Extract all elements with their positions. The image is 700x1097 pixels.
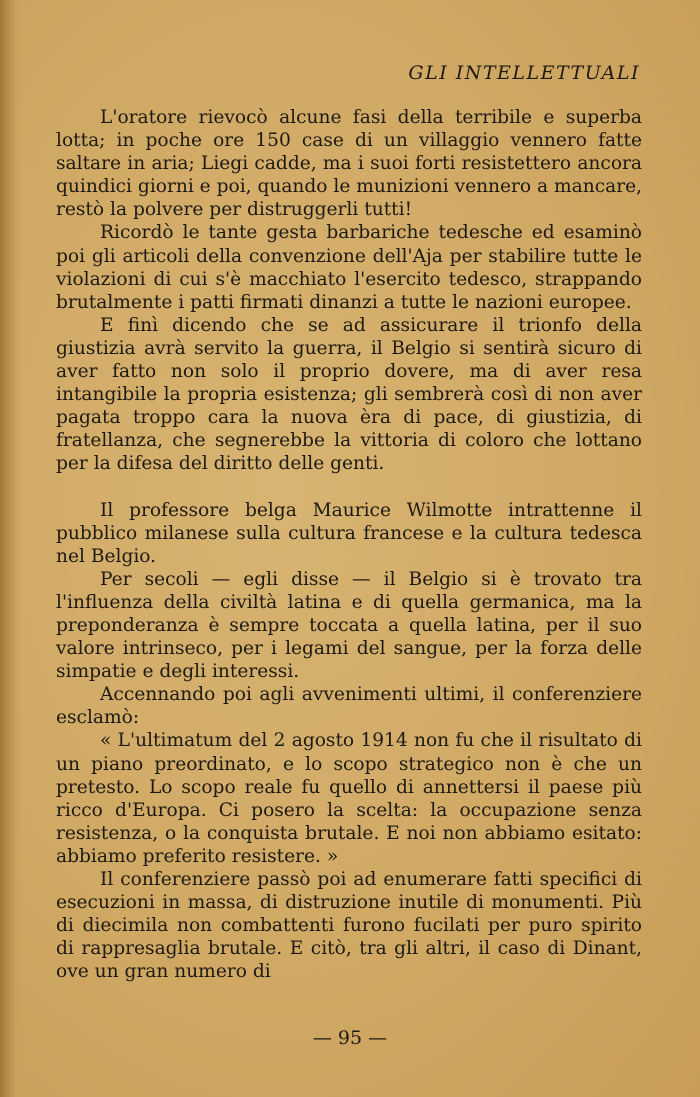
paragraph: Accennando poi agli avvenimenti ultimi, il conferenziere esclamò: <box>56 684 642 729</box>
paragraph: L'oratore rievocò alcune fasi della terribile e superba lotta; in poche ore 150 case di un villaggio vennero fatte saltare in aria; Liegi cadde, ma i suoi forti resistettero ancora quindici giorni e poi, quando le munizioni vennero a mancare, restò la polvere per distruggerli tutti! <box>56 107 643 221</box>
paragraph: E finì dicendo che se ad assicurare il trionfo della giustizia avrà servito la guerra, il Belgio si sentirà sicuro di aver fatto non solo il proprio dovere, ma di aver resa intangibile la propria esistenza; gli sembrerà così di non aver pagata troppo cara la nuova èra di pace, di giustizia, di fratellanza, che segnerebbe la vittoria di coloro che lottano per la difesa del diritto delle genti. <box>56 314 642 475</box>
paragraph: Per secoli — egli disse — il Belgio si è trovato tra l'influenza della civiltà latina e di quella germanica, ma la preponderanza è sempre toccata a quella latina, per il suo valore intrinseco, per i legami del sangue, per la forza delle simpatie e degli interessi. <box>56 568 642 683</box>
body-text <box>56 106 642 983</box>
running-head: GLI INTELLETTUALI <box>408 62 640 84</box>
paragraph: Il professore belga Maurice Wilmotte intrattenne il pubblico milanese sulla cultura francese e la cultura tedesca nel Belgio. <box>56 499 642 567</box>
page-number: — 95 — <box>312 1027 388 1049</box>
page-spine-shadow <box>0 0 22 1097</box>
paragraph: « L'ultimatum del 2 agosto 1914 non fu che il risultato di un piano preordinato, e lo scopo strategico non è che un pretesto. Lo scopo reale fu quello di annettersi il paese più ricco d'Europa. Ci posero la scelta: la occupazione senza resistenza, o la conquista brutale. E noi non abbiamo esitato: abbiamo preferito resistere. » <box>56 730 642 867</box>
paragraph: Il conferenziere passò poi ad enumerare fatti specifici di esecuzioni in massa, di distruzione inutile di monumenti. Più di diecimila non combattenti furono fucilati per puro spirito di rappresaglia brutale. E citò, tra gli altri, il caso di Dinant, ove un gran numero di <box>56 869 642 983</box>
paragraph: Ricordò le tante gesta barbariche tedesche ed esaminò poi gli articoli della convenzione dell'Aja per stabilire tutte le violazioni di cui s'è macchiato l'esercito tedesco, strappando brutalmente i patti firmati dinanzi a tutte le nazioni europee. <box>56 222 642 313</box>
